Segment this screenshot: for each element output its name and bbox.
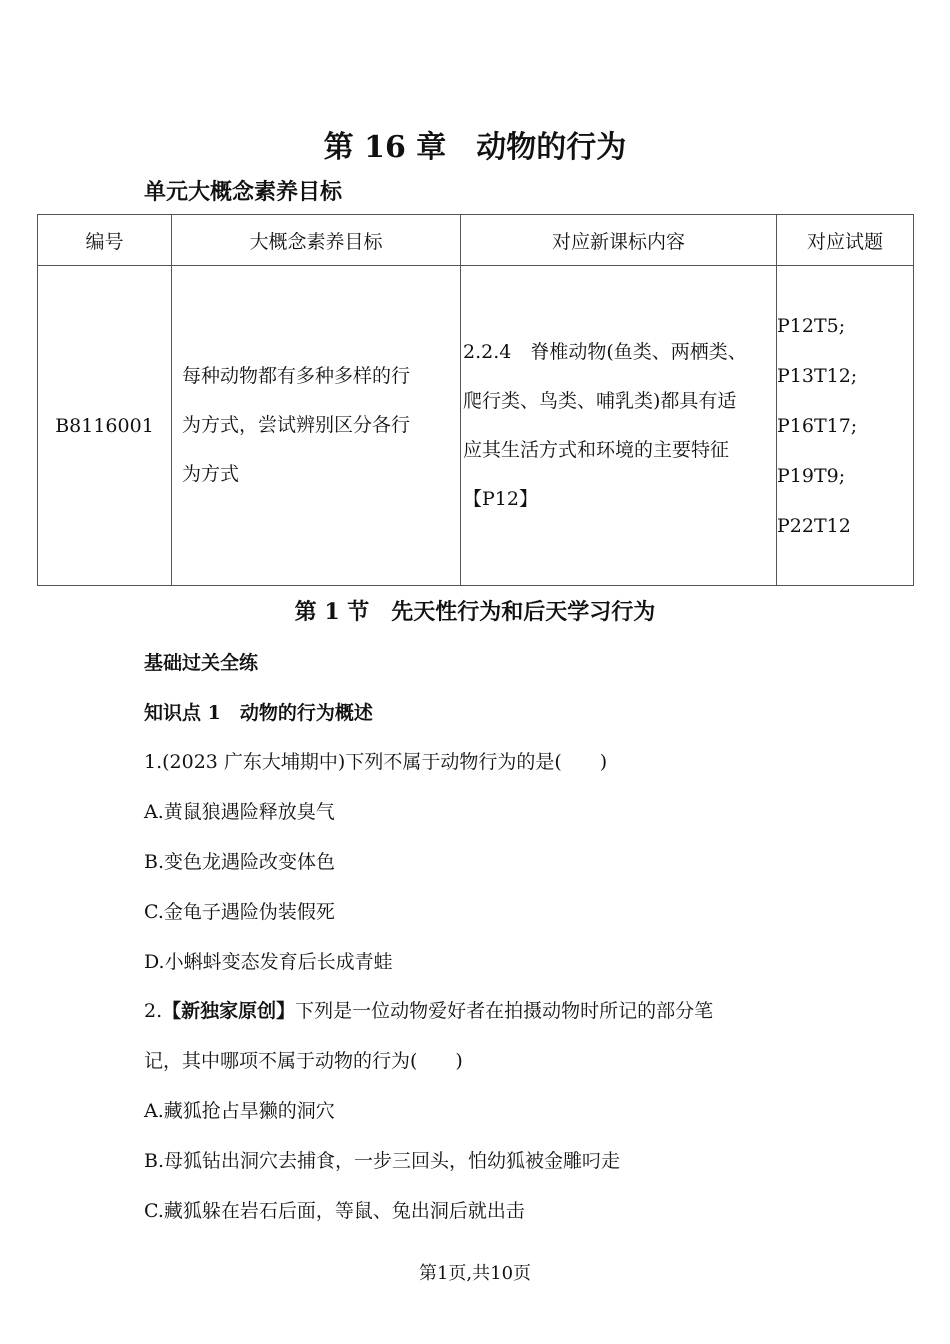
header-standard: 对应新课标内容 — [461, 215, 777, 266]
question-2-stem-line1 — [144, 996, 713, 1023]
item-ref: P19T9; — [777, 464, 846, 487]
cell-goal — [172, 266, 461, 586]
item-ref: P22T12 — [777, 514, 851, 537]
cell-code: B8116001 — [38, 266, 172, 586]
header-code: 编号 — [38, 215, 172, 266]
question-2-stem-line2: 记，其中哪项不属于动物的行为( ) — [144, 1050, 463, 1072]
question-1-option-a: A.黄鼠狼遇险释放臭气 — [144, 801, 335, 823]
standard-line: 【P12】 — [463, 487, 538, 510]
table-header-row — [38, 215, 914, 266]
goal-line: 每种动物都有多种多样的行 — [182, 365, 411, 387]
question-2-tag: 【新独家原创】 — [162, 1000, 296, 1022]
practice-heading: 基础过关全练 — [144, 652, 259, 674]
header-items: 对应试题 — [777, 215, 914, 266]
standard-line: 爬行类、鸟类、哺乳类)都具有适 — [463, 389, 737, 412]
goals-table — [37, 214, 914, 586]
question-1-option-c: C.金龟子遇险伪装假死 — [144, 901, 335, 923]
question-2-number: 2. — [144, 1000, 163, 1022]
question-2-option-a: A.藏狐抢占旱獭的洞穴 — [144, 1100, 335, 1122]
question-1-option-b: B.变色龙遇险改变体色 — [144, 851, 336, 873]
question-2-stem-text: 下列是一位动物爱好者在拍摄动物时所记的部分笔 — [295, 1000, 714, 1022]
chapter-title: 第 16 章 动物的行为 — [323, 130, 627, 165]
question-1-stem: 1.(2023 广东大埔期中)下列不属于动物行为的是( ) — [144, 751, 608, 773]
header-goal: 大概念素养目标 — [172, 215, 461, 266]
item-ref: P16T17; — [777, 414, 858, 437]
goal-line: 为方式 — [182, 463, 240, 485]
unit-heading: 单元大概念素养目标 — [144, 179, 343, 205]
cell-standard — [461, 266, 777, 586]
standard-line: 2.2.4 脊椎动物(鱼类、两栖类、 — [463, 340, 747, 363]
question-1-option-d: D.小蝌蚪变态发育后长成青蛙 — [144, 951, 393, 973]
question-2-option-b: B.母狐钻出洞穴去捕食，一步三回头，怕幼狐被金雕叼走 — [144, 1150, 621, 1172]
standard-line: 应其生活方式和环境的主要特征 — [463, 438, 730, 461]
section-title: 第 1 节 先天性行为和后天学习行为 — [294, 599, 656, 625]
question-2-option-c: C.藏狐躲在岩石后面，等鼠、兔出洞后就出击 — [144, 1200, 525, 1222]
knowledge-point-heading: 知识点 1 动物的行为概述 — [144, 702, 373, 724]
cell-items — [777, 266, 914, 586]
item-ref: P13T12; — [777, 364, 858, 387]
table-row — [38, 266, 914, 586]
item-ref: P12T5; — [777, 314, 846, 337]
page-footer: 第1页,共10页 — [418, 1263, 532, 1284]
goal-line: 为方式，尝试辨别区分各行 — [182, 414, 411, 436]
